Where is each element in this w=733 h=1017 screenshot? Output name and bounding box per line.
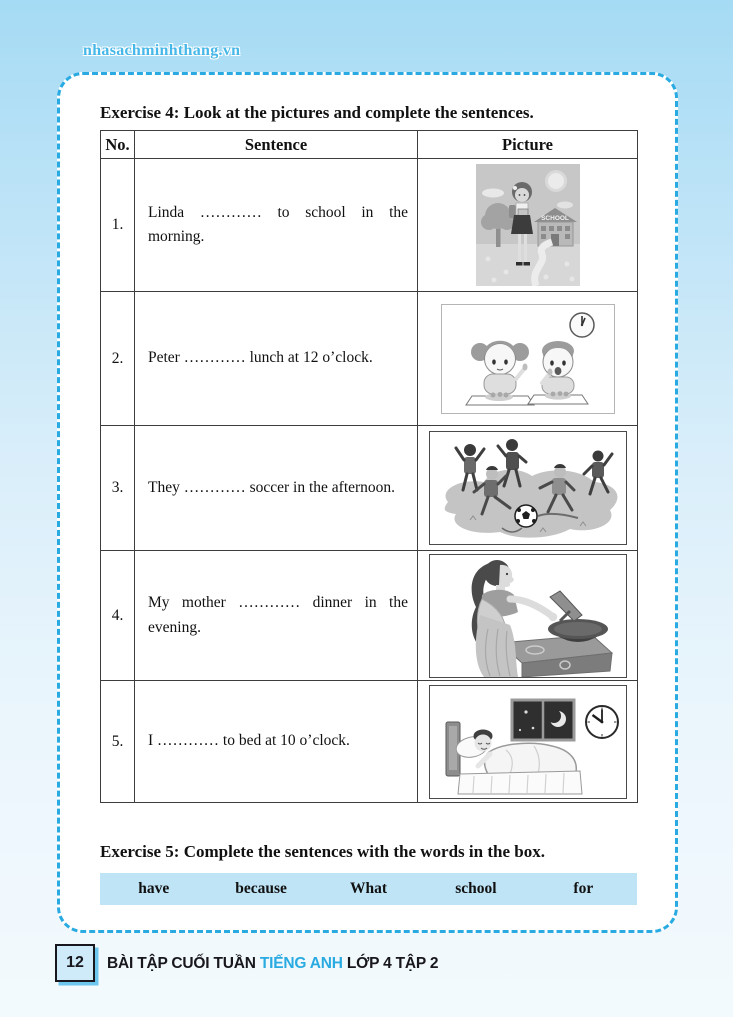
word-box-item: school bbox=[455, 880, 497, 897]
girl-walking-to-school-picture bbox=[476, 164, 580, 286]
row-number: 5. bbox=[101, 681, 135, 803]
book-title bbox=[107, 944, 438, 983]
exercise4-title: Exercise 4: Look at the pictures and complete the sentences. bbox=[100, 103, 534, 122]
children-eating-lunch-picture bbox=[441, 304, 615, 414]
table-header-row bbox=[101, 131, 638, 159]
table-row bbox=[101, 426, 638, 551]
table-row bbox=[101, 551, 638, 681]
table-row bbox=[101, 292, 638, 426]
column-header-sentence: Sentence bbox=[135, 131, 418, 159]
worksheet-panel bbox=[57, 72, 678, 933]
row-number: 3. bbox=[101, 426, 135, 551]
word-box-item: because bbox=[235, 880, 287, 897]
svg-text:SCHOOL: SCHOOL bbox=[540, 215, 569, 222]
sentence-text: My mother ………… dinner in the evening. bbox=[135, 551, 418, 681]
boy-sleeping-picture bbox=[429, 685, 627, 799]
column-header-picture: Picture bbox=[418, 131, 638, 159]
book-title-highlight: TIẾNG ANH bbox=[259, 955, 343, 972]
mother-cooking-picture bbox=[429, 554, 627, 678]
word-box-item: What bbox=[349, 880, 388, 897]
table-row bbox=[101, 681, 638, 803]
column-header-no: No. bbox=[101, 131, 135, 159]
page-number: 12 bbox=[55, 944, 95, 982]
word-box bbox=[100, 873, 637, 905]
word-box-item: for bbox=[573, 880, 594, 897]
sentence-text: Linda ………… to school in the morning. bbox=[135, 159, 418, 292]
sentence-text: I ………… to bed at 10 o’clock. bbox=[135, 681, 418, 803]
row-number: 4. bbox=[101, 551, 135, 681]
children-playing-soccer-picture bbox=[429, 431, 627, 545]
book-title-suffix: LỚP 4 TẬP 2 bbox=[342, 955, 439, 972]
table-row bbox=[101, 159, 638, 292]
sentence-text: Peter ………… lunch at 12 o’clock. bbox=[135, 292, 418, 426]
row-number: 1. bbox=[101, 159, 135, 292]
book-title-prefix: BÀI TẬP CUỐI TUẦN bbox=[107, 955, 260, 972]
row-number: 2. bbox=[101, 292, 135, 426]
exercise4-table bbox=[100, 130, 638, 803]
sentence-text: They ………… soccer in the afternoon. bbox=[135, 426, 418, 551]
site-watermark: nhasachminhthang.vn bbox=[83, 42, 241, 59]
exercise5-title: Exercise 5: Complete the sentences with the words in the box. bbox=[100, 842, 545, 861]
word-box-item: have bbox=[138, 880, 170, 897]
